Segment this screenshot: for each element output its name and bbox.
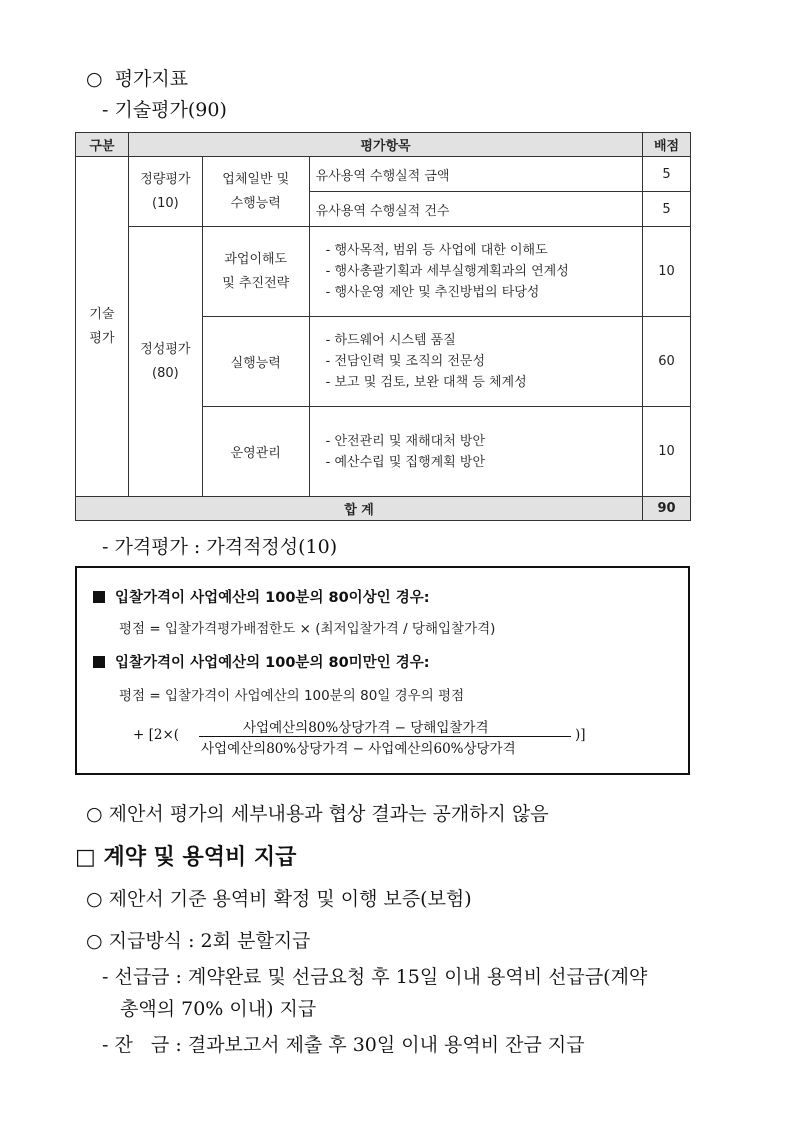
quant-score-1: 5 (643, 157, 691, 192)
qual-group-2-score: 60 (643, 317, 691, 407)
quant-sub-line1: 업체일반 및 (222, 171, 290, 187)
qual-group-1-items (309, 227, 642, 317)
header-score: 배점 (643, 133, 691, 157)
group1-name-line1: 과업이해도 (224, 251, 288, 267)
group3-item: - 안전관리 및 재해대처 방안 (325, 433, 485, 449)
group2-item: - 하드웨어 시스템 품질 (325, 333, 456, 348)
advance-payment-line2: 총액의 70% 이내) 지급 (120, 998, 317, 1020)
section-evaluation-title (86, 64, 188, 91)
case1-header (93, 586, 430, 607)
qual-group-2-items (309, 317, 642, 407)
qual-group-1-name (202, 227, 309, 317)
quant-label-cell (128, 157, 202, 227)
group3-item: - 예산수립 및 집행계획 방안 (325, 454, 485, 470)
tech-eval-title: - 기술평가(90) (102, 99, 227, 121)
evaluation-table (75, 132, 691, 521)
category-cell (76, 157, 129, 497)
formula-suffix: )] (575, 727, 586, 743)
case2-title: 입찰가격이 사업예산의 100분의 80미만인 경우: (115, 655, 430, 671)
category-line1: 기술 (89, 306, 115, 322)
bullet: ○ (86, 68, 103, 90)
total-score: 90 (643, 497, 691, 521)
qual-group-2-name: 실행능력 (202, 317, 309, 407)
qual-label-cell (128, 227, 202, 497)
qual-group-3-score: 10 (643, 407, 691, 497)
price-formula-box (75, 566, 690, 775)
qual-group-3-items (309, 407, 642, 497)
formula-numerator: 사업예산의80%상당가격 − 당해입찰가격 (243, 720, 489, 736)
group2-item: - 보고 및 검토, 보완 대책 등 체계성 (325, 375, 527, 390)
price-eval-title: - 가격평가 : 가격적정성(10) (102, 536, 338, 558)
qual-group-1-score: 10 (643, 227, 691, 317)
fraction-formula (133, 716, 653, 756)
quant-sub-line2: 수행능력 (230, 195, 281, 211)
formula-denominator: 사업예산의80%상당가격 − 사업예산의60%상당가격 (201, 741, 516, 757)
quant-item-2: 유사용역 수행실적 건수 (309, 192, 642, 227)
square-bullet-icon (93, 591, 105, 603)
contract-item-1: ○ 제안서 기준 용역비 확정 및 이행 보증(보험) (86, 888, 472, 910)
quant-score-2: 5 (643, 192, 691, 227)
quant-sub-cell (202, 157, 309, 227)
case2-header (93, 651, 430, 672)
header-category: 구분 (76, 133, 129, 157)
category-line2: 평가 (89, 330, 115, 346)
case1-title: 입찰가격이 사업예산의 100분의 80이상인 경우: (115, 590, 430, 606)
quant-label: 정량평가 (140, 171, 191, 187)
group1-item: - 행사운영 제안 및 추진방법의 타당성 (325, 285, 540, 300)
total-label: 합 계 (76, 497, 643, 521)
balance-payment: - 잔 금 : 결과보고서 제출 후 30일 이내 용역비 잔금 지급 (102, 1034, 585, 1056)
advance-payment-line1: - 선급금 : 계약완료 및 선금요청 후 15일 이내 용역비 선급금(계약 (102, 966, 648, 988)
case1-formula: 평점 = 입찰가격평가배점한도 × (최저입찰가격 / 당해입찰가격) (119, 621, 496, 637)
disclosure-note: ○ 제안서 평가의 세부내용과 협상 결과는 공개하지 않음 (86, 803, 549, 825)
square-bullet-icon (93, 656, 105, 668)
group1-item: - 행사총괄기획과 세부실행계획과의 연계성 (325, 264, 569, 279)
formula-prefix: + [2×( (133, 727, 180, 743)
case2-formula: 평점 = 입찰가격이 사업예산의 100분의 80일 경우의 평점 (119, 688, 465, 704)
group1-item: - 행사목적, 범위 등 사업에 대한 이해도 (325, 243, 548, 258)
group2-item: - 전담인력 및 조직의 전문성 (325, 354, 485, 369)
group1-name-line2: 및 추진전략 (222, 275, 290, 291)
qual-group-3-name: 운영관리 (202, 407, 309, 497)
contract-item-2: ○ 지급방식 : 2회 분할지급 (86, 930, 311, 952)
evaluation-title: 평가지표 (114, 68, 189, 90)
quant-item-1: 유사용역 수행실적 금액 (309, 157, 642, 192)
header-item: 평가항목 (128, 133, 642, 157)
qual-label: 정성평가 (140, 341, 191, 357)
quant-points: (10) (152, 195, 179, 211)
contract-heading: □ 계약 및 용역비 지급 (75, 845, 297, 870)
qual-points: (80) (152, 365, 179, 381)
